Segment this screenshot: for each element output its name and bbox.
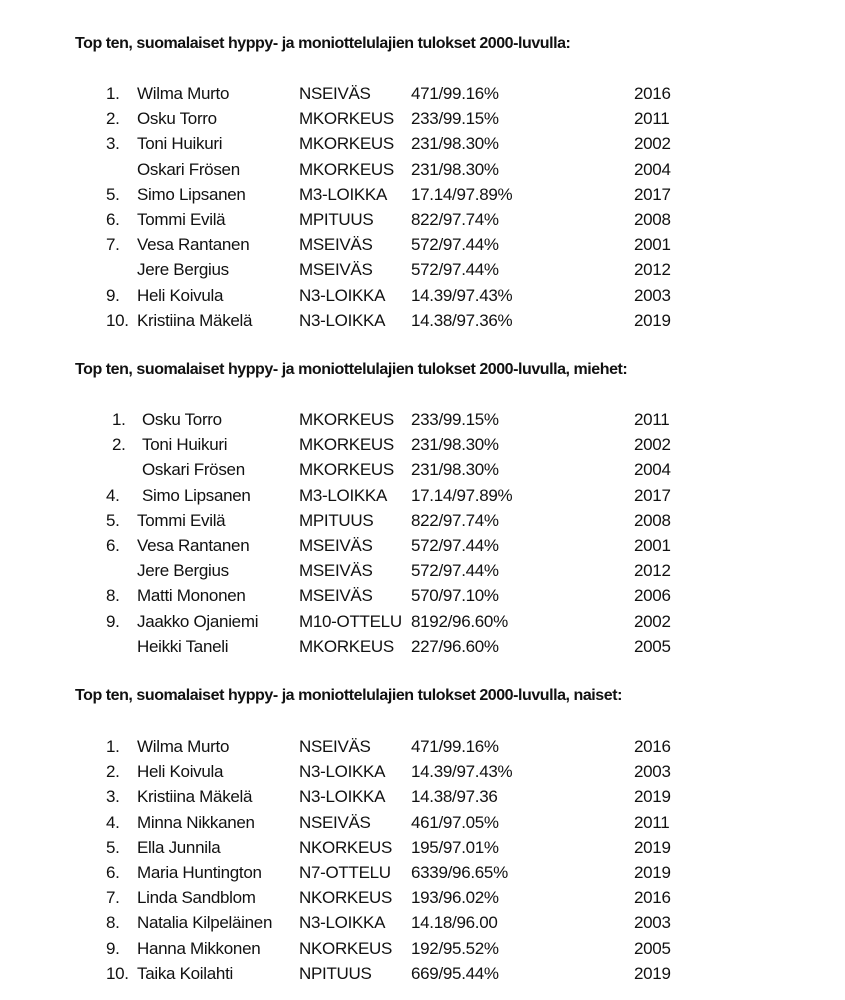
event-code: N3-LOIKKA: [299, 310, 386, 330]
event-code: MKORKEUS: [299, 109, 394, 129]
athlete-name: Kristiina Mäkelä: [137, 310, 253, 330]
event-code: M3-LOIKKA: [299, 485, 387, 505]
rank-number: 6.: [106, 536, 120, 555]
rank-number: 5.: [106, 837, 120, 857]
result-value: 195/97.01%: [411, 837, 499, 857]
result-value: 231/98.30%: [411, 435, 499, 455]
result-year: 2017: [634, 184, 671, 204]
athlete-name: Heli Koivula: [137, 762, 224, 782]
rank-number: 9.: [106, 611, 120, 631]
ranking-row-all: [0, 286, 845, 311]
rank-number: 6.: [106, 863, 120, 882]
event-code: MKORKEUS: [299, 435, 394, 455]
athlete-name: Toni Huikuri: [137, 134, 223, 154]
event-code: N7-OTTELU: [299, 863, 391, 882]
result-year: 2004: [634, 460, 671, 480]
result-value: 17.14/97.89%: [411, 485, 513, 505]
rank-number: 9.: [106, 285, 120, 305]
event-code: MKORKEUS: [299, 159, 394, 179]
ranking-row-men: [0, 486, 845, 511]
ranking-row-men: [0, 612, 845, 637]
athlete-name: Hanna Mikkonen: [137, 938, 261, 958]
result-value: 231/98.30%: [411, 460, 499, 480]
athlete-name: Oskari Frösen: [137, 159, 240, 179]
event-code: MSEIVÄS: [299, 260, 373, 280]
event-code: NKORKEUS: [299, 837, 393, 857]
athlete-name: Jere Bergius: [137, 561, 229, 581]
ranking-row-men: [0, 511, 845, 536]
rank-number: 10.: [106, 310, 129, 330]
athlete-name: Simo Lipsanen: [142, 485, 251, 505]
result-value: 570/97.10%: [411, 586, 499, 606]
result-year: 2016: [634, 737, 671, 756]
athlete-name: Vesa Rantanen: [137, 235, 250, 255]
event-code: NKORKEUS: [299, 888, 393, 908]
result-value: 14.39/97.43%: [411, 762, 513, 782]
rank-number: 1.: [106, 84, 120, 103]
result-value: 17.14/97.89%: [411, 184, 513, 204]
result-year: 2008: [634, 510, 671, 530]
athlete-name: Heli Koivula: [137, 285, 224, 305]
athlete-name: Wilma Murto: [137, 737, 230, 756]
ranking-row-women: [0, 838, 845, 863]
result-value: 822/97.74%: [411, 210, 499, 229]
result-year: 2012: [634, 561, 671, 581]
athlete-name: Vesa Rantanen: [137, 536, 250, 555]
athlete-name: Natalia Kilpeläinen: [137, 913, 273, 933]
result-year: 2012: [634, 260, 671, 280]
event-code: MSEIVÄS: [299, 235, 373, 255]
result-value: 231/98.30%: [411, 159, 499, 179]
result-value: 471/99.16%: [411, 84, 499, 103]
ranking-row-all: [0, 311, 845, 336]
section-title-women: Top ten, suomalaiset hyppy- ja moniottelulajien tulokset 2000-luvulla, naiset:: [75, 687, 622, 704]
result-year: 2001: [634, 536, 671, 555]
ranking-row-all: [0, 84, 845, 109]
result-year: 2011: [634, 410, 670, 429]
result-year: 2005: [634, 636, 671, 656]
event-code: M10-OTTELU: [299, 611, 402, 631]
ranking-row-women: [0, 888, 845, 913]
athlete-name: Wilma Murto: [137, 84, 230, 103]
ranking-row-women: [0, 964, 845, 989]
result-year: 2019: [634, 863, 671, 882]
result-year: 2011: [634, 812, 670, 832]
result-year: 2019: [634, 837, 671, 857]
ranking-row-all: [0, 185, 845, 210]
rank-number: 9.: [106, 938, 120, 958]
result-year: 2011: [634, 109, 670, 129]
ranking-row-men: [0, 637, 845, 662]
event-code: N3-LOIKKA: [299, 787, 386, 807]
section-title-all: Top ten, suomalaiset hyppy- ja moniottelulajien tulokset 2000-luvulla:: [75, 35, 571, 52]
rank-number: 6.: [106, 210, 120, 229]
result-value: 572/97.44%: [411, 536, 499, 555]
result-value: 14.18/96.00: [411, 913, 498, 933]
result-year: 2019: [634, 310, 671, 330]
ranking-row-women: [0, 762, 845, 787]
rank-number: 7.: [106, 235, 120, 255]
result-value: 471/99.16%: [411, 737, 499, 756]
event-code: MKORKEUS: [299, 410, 394, 429]
result-value: 6339/96.65%: [411, 863, 508, 882]
event-code: NSEIVÄS: [299, 737, 371, 756]
athlete-name: Osku Torro: [142, 410, 222, 429]
result-year: 2003: [634, 913, 671, 933]
result-year: 2019: [634, 963, 671, 983]
ranking-row-all: [0, 210, 845, 235]
athlete-name: Matti Mononen: [137, 586, 246, 606]
ranking-row-men: [0, 536, 845, 561]
ranking-row-men: [0, 460, 845, 485]
ranking-row-men: [0, 435, 845, 460]
result-year: 2004: [634, 159, 671, 179]
result-value: 14.39/97.43%: [411, 285, 513, 305]
result-value: 227/96.60%: [411, 636, 499, 656]
event-code: MPITUUS: [299, 210, 374, 229]
athlete-name: Tommi Evilä: [137, 210, 226, 229]
ranking-row-women: [0, 913, 845, 938]
ranking-row-women: [0, 737, 845, 762]
result-year: 2017: [634, 485, 671, 505]
result-value: 233/99.15%: [411, 109, 499, 129]
result-year: 2001: [634, 235, 671, 255]
event-code: M3-LOIKKA: [299, 184, 387, 204]
athlete-name: Tommi Evilä: [137, 510, 226, 530]
event-code: MKORKEUS: [299, 460, 394, 480]
event-code: MSEIVÄS: [299, 536, 373, 555]
result-year: 2006: [634, 586, 671, 606]
ranking-row-all: [0, 260, 845, 285]
athlete-name: Kristiina Mäkelä: [137, 787, 253, 807]
ranking-row-men: [0, 586, 845, 611]
athlete-name: Toni Huikuri: [142, 435, 228, 455]
athlete-name: Linda Sandblom: [137, 888, 256, 908]
rank-number: 4.: [106, 485, 120, 505]
result-value: 14.38/97.36: [411, 787, 498, 807]
ranking-row-all: [0, 160, 845, 185]
athlete-name: Minna Nikkanen: [137, 812, 255, 832]
ranking-row-women: [0, 813, 845, 838]
result-year: 2005: [634, 938, 671, 958]
result-year: 2002: [634, 611, 671, 631]
event-code: NSEIVÄS: [299, 812, 371, 832]
result-value: 461/97.05%: [411, 812, 499, 832]
event-code: N3-LOIKKA: [299, 913, 386, 933]
rank-number: 5.: [106, 510, 120, 530]
athlete-name: Simo Lipsanen: [137, 184, 246, 204]
result-year: 2002: [634, 435, 671, 455]
result-value: 233/99.15%: [411, 410, 499, 429]
event-code: MKORKEUS: [299, 636, 394, 656]
event-code: N3-LOIKKA: [299, 285, 386, 305]
rank-number: 3.: [106, 787, 120, 807]
result-value: 669/95.44%: [411, 963, 499, 983]
athlete-name: Osku Torro: [137, 109, 217, 129]
ranking-row-women: [0, 863, 845, 888]
athlete-name: Jaakko Ojaniemi: [137, 611, 259, 631]
result-year: 2016: [634, 84, 671, 103]
ranking-row-men: [0, 410, 845, 435]
event-code: MKORKEUS: [299, 134, 394, 154]
athlete-name: Jere Bergius: [137, 260, 229, 280]
rank-number: 1.: [112, 410, 126, 429]
rank-number: 7.: [106, 888, 120, 908]
rank-number: 2.: [106, 762, 120, 782]
rank-number: 4.: [106, 812, 120, 832]
result-value: 572/97.44%: [411, 561, 499, 581]
event-code: MSEIVÄS: [299, 586, 373, 606]
result-value: 8192/96.60%: [411, 611, 508, 631]
result-year: 2019: [634, 787, 671, 807]
rank-number: 8.: [106, 913, 120, 933]
result-value: 231/98.30%: [411, 134, 499, 154]
section-title-men: Top ten, suomalaiset hyppy- ja moniottelulajien tulokset 2000-luvulla, miehet:: [75, 361, 628, 378]
ranking-row-all: [0, 134, 845, 159]
athlete-name: Maria Huntington: [137, 863, 262, 882]
result-year: 2002: [634, 134, 671, 154]
ranking-row-women: [0, 787, 845, 812]
result-value: 193/96.02%: [411, 888, 499, 908]
rank-number: 2.: [112, 435, 126, 455]
athlete-name: Oskari Frösen: [142, 460, 245, 480]
athlete-name: Heikki Taneli: [137, 636, 229, 656]
result-value: 822/97.74%: [411, 510, 499, 530]
result-value: 572/97.44%: [411, 235, 499, 255]
result-year: 2016: [634, 888, 671, 908]
result-value: 192/95.52%: [411, 938, 499, 958]
event-code: NPITUUS: [299, 963, 372, 983]
event-code: MSEIVÄS: [299, 561, 373, 581]
result-year: 2008: [634, 210, 671, 229]
athlete-name: Ella Junnila: [137, 837, 221, 857]
result-value: 14.38/97.36%: [411, 310, 513, 330]
athlete-name: Taika Koilahti: [137, 963, 233, 983]
ranking-row-all: [0, 235, 845, 260]
rank-number: 2.: [106, 109, 120, 129]
result-year: 2003: [634, 762, 671, 782]
ranking-row-women: [0, 939, 845, 964]
rank-number: 8.: [106, 586, 120, 606]
rank-number: 3.: [106, 134, 120, 154]
rank-number: 1.: [106, 737, 120, 756]
event-code: NKORKEUS: [299, 938, 393, 958]
event-code: NSEIVÄS: [299, 84, 371, 103]
ranking-row-men: [0, 561, 845, 586]
rank-number: 5.: [106, 184, 120, 204]
result-year: 2003: [634, 285, 671, 305]
result-value: 572/97.44%: [411, 260, 499, 280]
event-code: MPITUUS: [299, 510, 374, 530]
rank-number: 10.: [106, 963, 129, 983]
ranking-row-all: [0, 109, 845, 134]
event-code: N3-LOIKKA: [299, 762, 386, 782]
